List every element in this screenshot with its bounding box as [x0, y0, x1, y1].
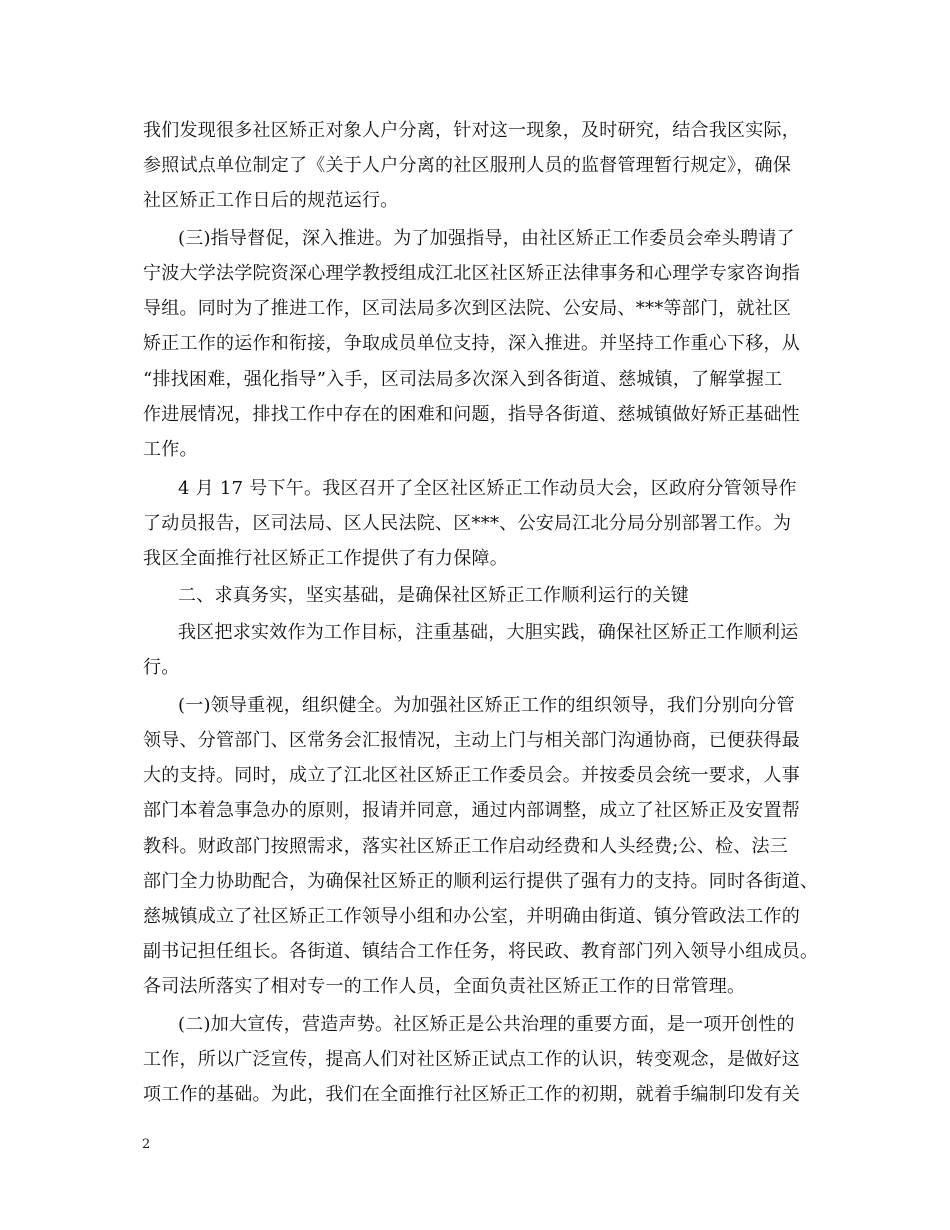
text-line: 教科。财政部门按照需求，落实社区矫正工作启动经费和人头经费;公、检、法三	[143, 836, 789, 857]
text-line: 我们发现很多社区矫正对象人户分离，针对这一现象，及时研究，结合我区实际，	[143, 120, 800, 141]
text-line: 我区把求实效作为工作目标，注重基础，大胆实践，确保社区矫正工作顺利运	[178, 622, 799, 643]
text-line: 导组。同时为了推进工作，区司法局多次到区法院、公安局、***等部门，就社区	[143, 298, 792, 319]
text-line: (二)加大宣传，营造声势。社区矫正是公共治理的重要方面，是一项开创性的	[178, 1014, 795, 1035]
text-line: (一)领导重视，组织健全。为加强社区矫正工作的组织领导，我们分别向分管	[178, 695, 795, 716]
text-line: 各司法所落实了相对专一的工作人员，全面负责社区矫正工作的日常管理。	[143, 976, 746, 997]
text-line: 参照试点单位制定了《关于人户分离的社区服刑人员的监督管理暂行规定》，确保	[143, 155, 791, 176]
text-line: 工作。	[143, 439, 198, 460]
text-line: 部门全力协助配合，为确保社区矫正的顺利运行提供了强有力的支持。同时各街道、	[143, 871, 819, 892]
text-line: 工作，所以广泛宣传，提高人们对社区矫正试点工作的认识，转变观念，是做好这	[143, 1049, 800, 1070]
text-line: 宁波大学法学院资深心理学教授组成江北区社区矫正法律事务和心理学专家咨询指	[143, 263, 800, 284]
text-line: 我区全面推行社区矫正工作提供了有力保障。	[143, 548, 508, 569]
text-line: 社区矫正工作日后的规范运行。	[143, 190, 399, 211]
text-line: (三)指导督促，深入推进。为了加强指导，由社区矫正工作委员会牵头聘请了	[178, 228, 795, 249]
text-line: 4 月 17 号下午。我区召开了全区社区矫正工作动员大会，区政府分管领导作	[178, 478, 797, 499]
text-line: 作进展情况，排找工作中存在的困难和问题，指导各街道、慈城镇做好矫正基础性	[143, 404, 800, 425]
text-line: 慈城镇成立了社区矫正工作领导小组和办公室，并明确由街道、镇分管政法工作的	[143, 906, 800, 927]
text-line: 行。	[143, 657, 180, 678]
text-line: 了动员报告，区司法局、区人民法院、区***、公安局江北分局分别部署工作。为	[143, 513, 792, 534]
section-heading: 二、求真务实，坚实基础，是确保社区矫正工作顺利运行的关键	[178, 585, 689, 606]
text-line: 矫正工作的运作和衔接，争取成员单位支持，深入推进。并坚持工作重心下移，从	[143, 333, 800, 354]
text-line: 领导、分管部门、区常务会汇报情况，主动上门与相关部门沟通协商，已便获得最	[143, 730, 800, 751]
text-line: 大的支持。同时，成立了江北区社区矫正工作委员会。并按委员会统一要求，人事	[143, 765, 800, 786]
page-number: 2	[142, 1137, 151, 1152]
text-line: “排找困难，强化指导”入手，区司法局多次深入到各街道、慈城镇，了解掌握工	[143, 369, 783, 390]
text-line: 项工作的基础。为此，我们在全面推行社区矫正工作的初期，就着手编制印发有关	[143, 1084, 800, 1105]
text-line: 副书记担任组长。各街道、镇结合工作任务，将民政、教育部门列入领导小组成员。	[143, 941, 819, 962]
text-line: 部门本着急事急办的原则，报请并同意，通过内部调整，成立了社区矫正及安置帮	[143, 800, 800, 821]
